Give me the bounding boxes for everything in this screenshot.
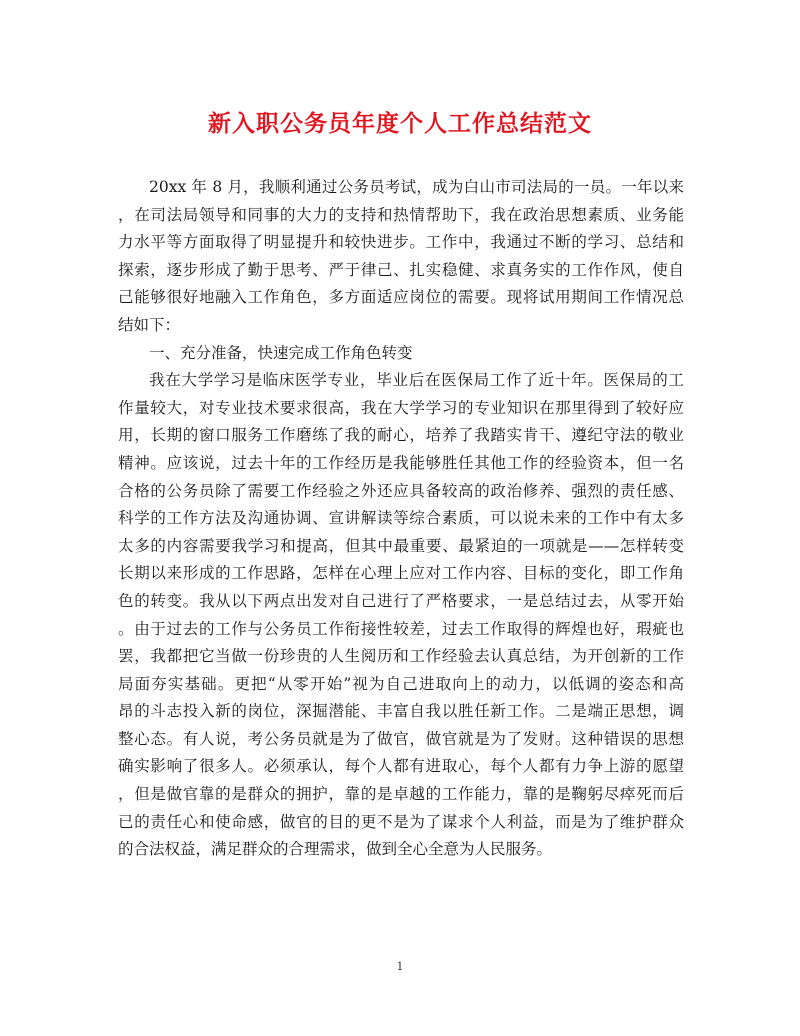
paragraph-line: 20xx 年 8 月，我顺利通过公务员考试，成为白山市司法局的一员。一年以来 (149, 178, 684, 196)
paragraph-line: 科学的工作方法及沟通协调、宣讲解读等综合素质，可以说未来的工作中有太多 (118, 509, 684, 528)
paragraph-line: 用，长期的窗口服务工作磨练了我的耐心，培养了我踏实肯干、遵纪守法的敬业 (118, 426, 684, 445)
paragraph-line: 确实影响了很多人。必须承认，每个人都有进取心，每个人都有力争上游的愿望 (118, 757, 684, 776)
paragraph-line: 探索，逐步形成了勤于思考、严于律己、扎实稳健、求真务实的工作作风，使自 (118, 260, 684, 279)
document-title: 新入职公务员年度个人工作总结范文 (208, 110, 592, 137)
paragraph-line: ，但是做官靠的是群众的拥护，靠的是卓越的工作能力，靠的是鞠躬尽瘁死而后 (118, 785, 684, 804)
paragraph-line: 已的责任心和使命感，做官的目的更不是为了谋求个人利益，而是为了维护群众 (118, 812, 684, 831)
paragraph-line: 局面夯实基础。更把“从零开始”视为自己进取向上的动力，以低调的姿态和高 (118, 674, 684, 693)
paragraph-line: 力水平等方面取得了明显提升和较快进步。工作中，我通过不断的学习、总结和 (118, 233, 684, 252)
paragraph-line: 的合法权益，满足群众的合理需求，做到全心全意为人民服务。 (118, 840, 553, 859)
page-number: 1 (396, 960, 404, 973)
paragraph-line: 太多的内容需要我学习和提高，但其中最重要、最紧迫的一项就是——怎样转变 (118, 536, 684, 555)
paragraph-line: 我在大学学习是临床医学专业，毕业后在医保局工作了近十年。医保局的工 (149, 371, 684, 390)
paragraph-line: ，在司法局领导和同事的大力的支持和热情帮助下，我在政治思想素质、业务能 (118, 205, 684, 224)
paragraph-line: 精神。应该说，过去十年的工作经历是我能够胜任其他工作的经验资本，但一名 (118, 453, 684, 472)
paragraph-line: 整心态。有人说，考公务员就是为了做官，做官就是为了发财。这种错误的思想 (118, 729, 684, 748)
paragraph-line: 长期以来形成的工作思路，怎样在心理上应对工作内容、目标的变化，即工作角 (118, 564, 684, 583)
paragraph-line: 。由于过去的工作与公务员工作衔接性较差，过去工作取得的辉煌也好，瑕疵也 (118, 619, 684, 638)
document-body (118, 174, 684, 864)
section-heading: 一、充分准备，快速完成工作角色转变 (149, 343, 413, 362)
paragraph-line: 色的转变。我从以下两点出发对自己进行了严格要求，一是总结过去，从零开始 (118, 591, 684, 610)
paragraph-line: 作量较大，对专业技术要求很高，我在大学学习的专业知识在那里得到了较好应 (118, 398, 684, 417)
paragraph-line: 结如下： (118, 315, 181, 334)
paragraph-line: 合格的公务员除了需要工作经验之外还应具备较高的政治修养、强烈的责任感、 (118, 481, 684, 500)
paragraph-line: 己能够很好地融入工作角色，多方面适应岗位的需要。现将试用期间工作情况总 (118, 288, 684, 307)
paragraph-line: 罢，我都把它当做一份珍贵的人生阅历和工作经验去认真总结，为开创新的工作 (118, 647, 684, 666)
paragraph-line: 昂的斗志投入新的岗位，深掘潜能、丰富自我以胜任新工作。二是端正思想，调 (118, 702, 684, 721)
